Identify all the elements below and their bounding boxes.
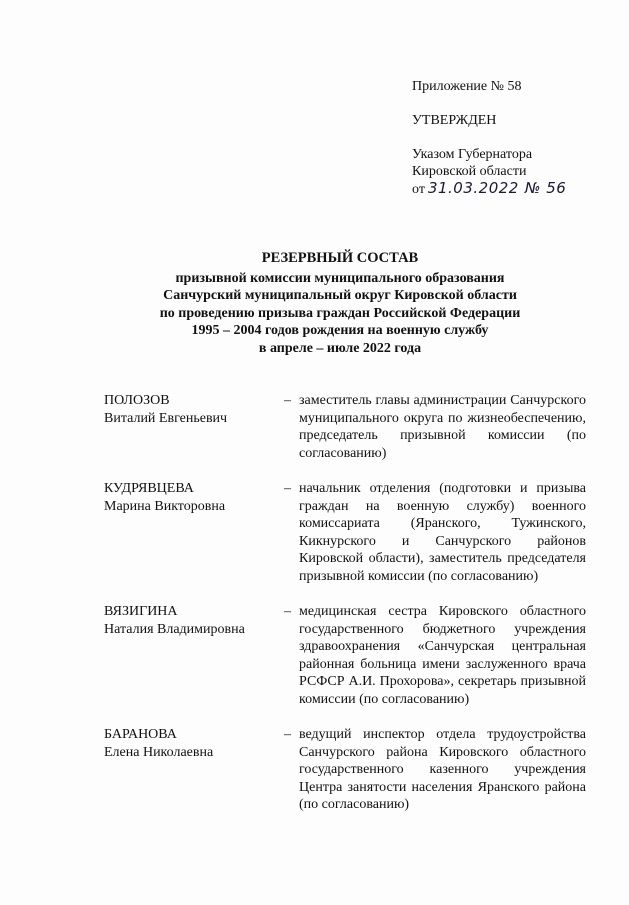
member-entry <box>104 726 586 814</box>
member-surname: ВЯЗИГИНА <box>104 604 178 619</box>
approved-label: УТВЕРЖДЕН <box>412 113 497 128</box>
member-entry <box>104 392 586 462</box>
member-dash: – <box>284 393 291 408</box>
member-dash: – <box>284 727 291 742</box>
from-prefix: от <box>412 182 425 197</box>
member-person <box>104 726 284 814</box>
member-surname: ПОЛОЗОВ <box>104 393 170 408</box>
document-title <box>110 250 570 357</box>
member-list <box>104 392 586 832</box>
handwritten-number: № 56 <box>524 179 567 197</box>
member-name: Елена Николаевна <box>104 744 214 760</box>
title-line: в апреле – июле 2022 года <box>258 340 422 356</box>
decree-line-2: Кировской области <box>412 164 527 179</box>
title-line: по проведению призыва граждан Российской Федерации <box>159 305 521 321</box>
title-line: 1995 – 2004 годов рождения на военную службу <box>191 323 489 338</box>
member-dash: – <box>284 481 291 496</box>
member-name: Марина Викторовна <box>104 498 226 514</box>
member-name: Наталия Владимировна <box>104 621 245 637</box>
member-dash: – <box>284 604 291 619</box>
member-person <box>104 480 284 585</box>
member-surname: КУДРЯВЦЕВА <box>104 481 194 496</box>
member-person <box>104 603 284 708</box>
member-entry <box>104 603 586 708</box>
member-entry <box>104 480 586 585</box>
member-person <box>104 392 284 462</box>
title-line: призывной комиссии муниципального образования <box>175 270 505 286</box>
member-surname: БАРАНОВА <box>104 727 177 742</box>
member-role: заместитель главы администрации Санчурского муниципального округа по жизнеобеспечению, председатель призывной комиссии (по согласованию) <box>299 393 586 461</box>
member-role: ведущий инспектор отдела трудоустройства Санчурского района Кировского областного государственного казенного учреждения Центра занятости населения Яранского района (по согласованию) <box>299 727 586 812</box>
title-main: РЕЗЕРВНЫЙ СОСТАВ <box>261 250 419 266</box>
handwritten-date: 31.03.2022 <box>427 179 519 197</box>
member-name: Виталий Евгеньевич <box>104 410 228 426</box>
appendix-label: Приложение № 58 <box>412 79 522 94</box>
approval-block <box>412 78 612 198</box>
decree-line-1: Указом Губернатора <box>412 147 533 162</box>
member-role: медицинская сестра Кировского областного государственного бюджетного учреждения здравоохранения «Санчурская центральная районная больница имени заслуженного врача РСФСР А.И. Прохорова», секретарь призывной комиссии (по согласованию) <box>299 604 586 707</box>
decree-date-row <box>412 180 612 198</box>
member-role: начальник отделения (подготовки и призыва граждан на военную службу) военного комиссариата (Яранского, Тужинского, Кикнурского и Санчурского районов Кировской области), заместитель председателя призывной комиссии (по согласованию) <box>299 481 586 584</box>
title-line: Санчурский муниципальный округ Кировской области <box>163 288 517 303</box>
